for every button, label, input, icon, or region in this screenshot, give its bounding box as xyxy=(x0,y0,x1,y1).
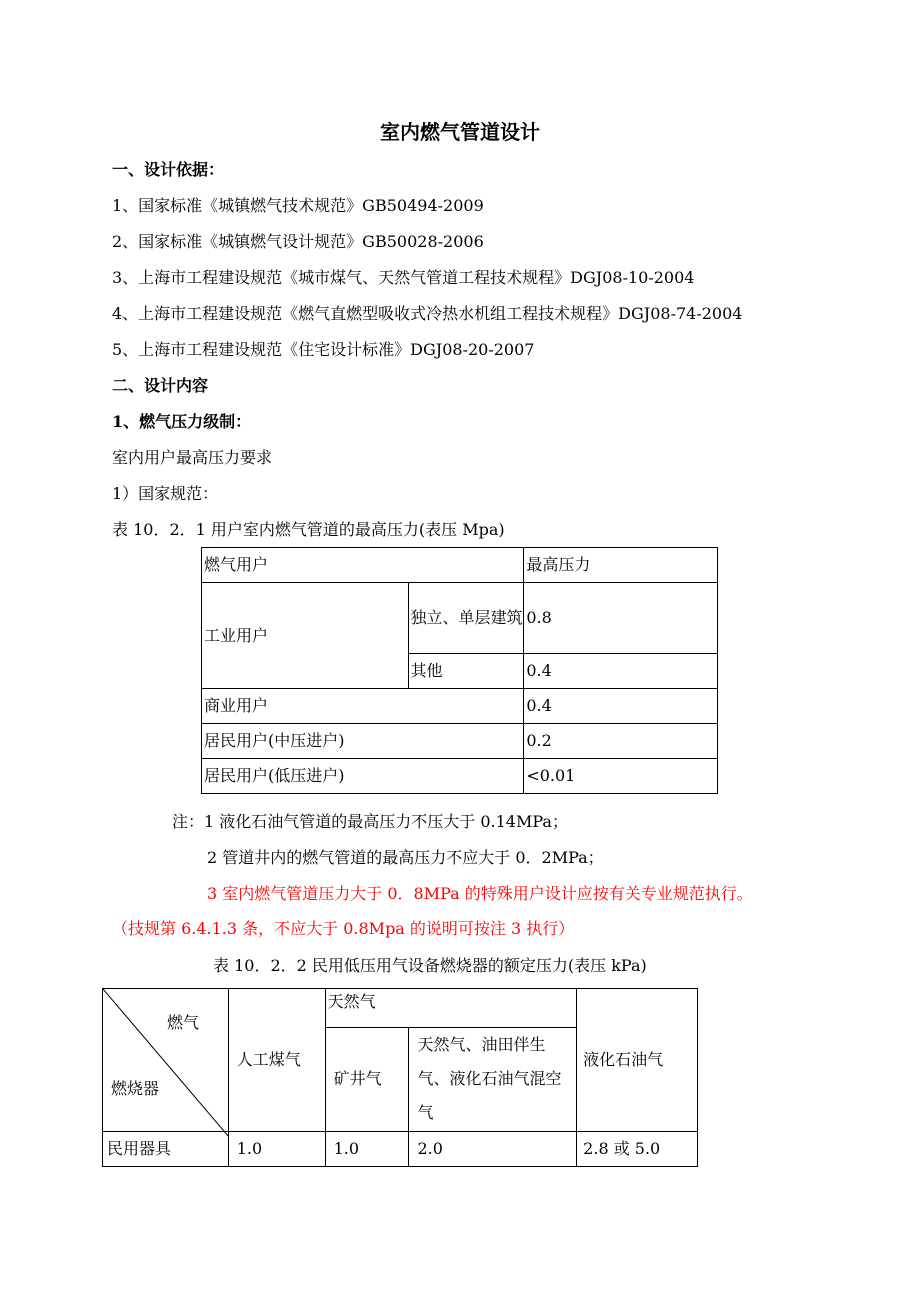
table-header-cell: 最高压力 xyxy=(524,548,718,583)
table-cell: 0.4 xyxy=(524,689,718,724)
diag-label-burner: 燃烧器 xyxy=(111,1079,160,1098)
burner-pressure-table xyxy=(102,988,698,1167)
reference-item: 3、上海市工程建设规范《城市煤气、天然气管道工程技术规程》DGJ08-10-2004 xyxy=(112,268,695,287)
paragraph: 室内用户最高压力要求 xyxy=(112,448,273,467)
table-header-cell: 人工煤气 xyxy=(228,989,325,1132)
table2-caption: 表 10．2．2 民用低压用气设备燃烧器的额定压力(表压 kPa) xyxy=(213,956,647,975)
table-cell: 0.4 xyxy=(524,654,718,689)
table-cell: 工业用户 xyxy=(202,583,409,689)
note-item-red: 3 室内燃气管道压力大于 0．8MPa 的特殊用户设计应按有关专业规范执行。 xyxy=(207,884,753,903)
max-pressure-table xyxy=(201,547,718,794)
section-heading-basis: 一、设计依据： xyxy=(112,160,225,179)
reference-item: 5、上海市工程建设规范《住宅设计标准》DGJ08-20-2007 xyxy=(112,340,535,359)
note-remark-red: （技规第 6.4.1.3 条，不应大于 0.8Mpa 的说明可按注 3 执行） xyxy=(112,919,575,938)
note-item: 注：1 液化石油气管道的最高压力不压大于 0.14MPa； xyxy=(172,812,568,831)
table-header-cell: 燃气用户 xyxy=(202,548,524,583)
table-cell: 其他 xyxy=(408,654,524,689)
table-header-cell: 天然气、油田伴生气、液化石油气混空气 xyxy=(409,1027,577,1131)
section-heading-content: 二、设计内容 xyxy=(112,376,209,395)
table-cell: 2.0 xyxy=(409,1132,577,1167)
subsection-heading-pressure: 1、燃气压力级制： xyxy=(112,412,252,431)
table-cell: 1.0 xyxy=(228,1132,325,1167)
table-cell: 1.0 xyxy=(325,1132,409,1167)
reference-item: 4、上海市工程建设规范《燃气直燃型吸收式冷热水机组工程技术规程》DGJ08-74-2004 xyxy=(112,304,743,323)
page-title: 室内燃气管道设计 xyxy=(380,120,540,144)
diagonal-line xyxy=(103,989,229,1137)
table-header-cell: 液化石油气 xyxy=(577,989,698,1132)
diag-label-gas: 燃气 xyxy=(167,1013,200,1032)
table-cell: 居民用户(中压进户) xyxy=(202,724,524,759)
table-cell: <0.01 xyxy=(524,759,718,794)
table-cell: 居民用户(低压进户) xyxy=(202,759,524,794)
table-header-cell: 天然气 xyxy=(325,989,577,1028)
table-cell: 0.8 xyxy=(524,583,718,654)
table-header-cell: 矿井气 xyxy=(325,1027,409,1131)
table-cell: 2.8 或 5.0 xyxy=(577,1132,698,1167)
note-item: 2 管道井内的燃气管道的最高压力不应大于 0．2MPa； xyxy=(207,848,604,867)
table-cell: 独立、单层建筑 xyxy=(408,583,524,654)
reference-item: 1、国家标准《城镇燃气技术规范》GB50494-2009 xyxy=(112,196,484,215)
diagonal-header-cell xyxy=(103,989,229,1132)
table-row-label: 民用器具 xyxy=(103,1132,229,1167)
table-cell: 0.2 xyxy=(524,724,718,759)
reference-item: 2、国家标准《城镇燃气设计规范》GB50028-2006 xyxy=(112,232,484,251)
table-cell: 商业用户 xyxy=(202,689,524,724)
paragraph: 1）国家规范： xyxy=(112,484,219,503)
table1-caption: 表 10．2．1 用户室内燃气管道的最高压力(表压 Mpa) xyxy=(112,520,505,539)
